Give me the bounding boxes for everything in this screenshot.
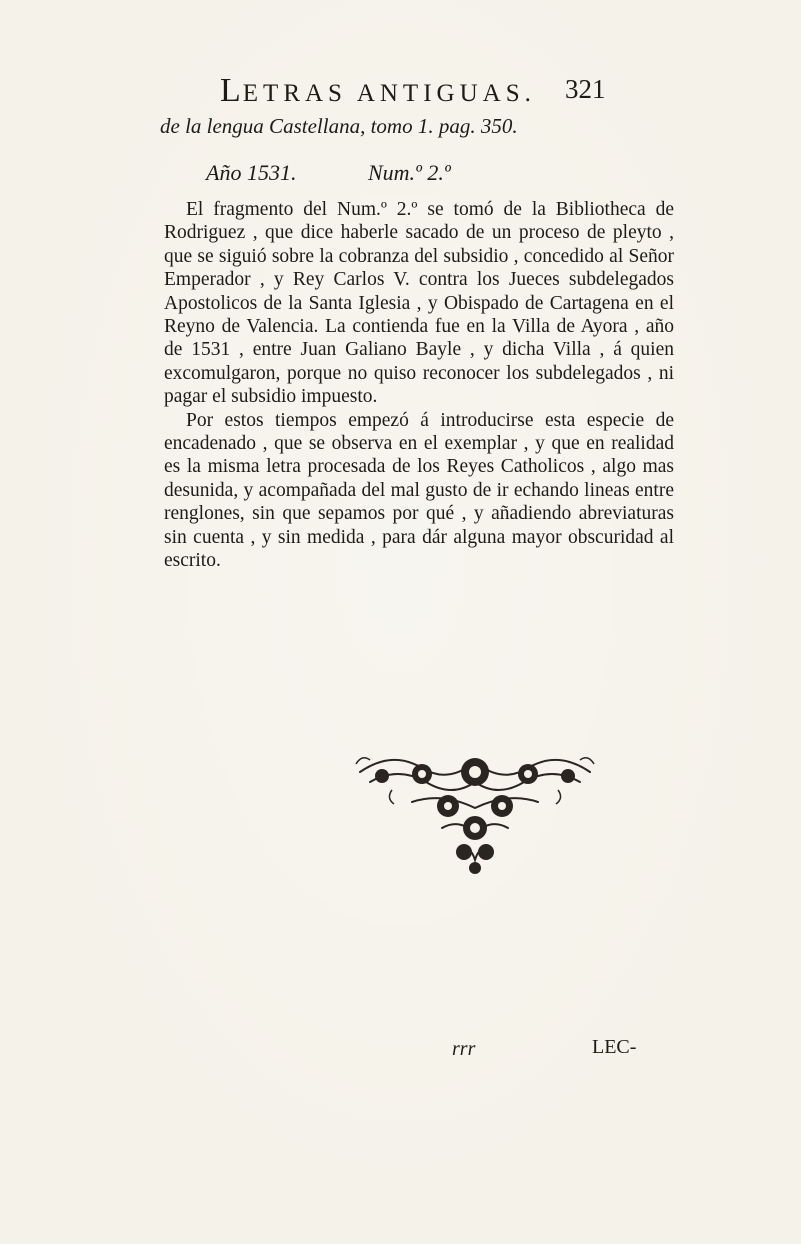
running-title-initial: L (220, 72, 243, 109)
catchword: LEC- (592, 1036, 637, 1058)
running-head (0, 72, 801, 112)
body-text (164, 198, 674, 573)
running-title (220, 72, 536, 110)
paragraph-1: El fragmento del Num.º 2.º se tomó de la Bibliotheca de Rodriguez , que dice haberle sacado de un proceso de pleyto , que se siguió sobre la cobranza del subsidio , concedido al Señor Emperador , y Rey Carlos V. contra los Jueces subdelegados Apostolicos de la Santa Iglesia , y Obispado de Cartagena en el Reyno de Valencia. La contienda fue en la Villa de Ayora , año de 1531 , entre Juan Galiano Bayle , y dicha Villa , á quien excomulgaron, porque no quiso reconocer los subdelegados , ni pagar el subsidio impuesto. (164, 199, 674, 408)
floral-vignette-icon (352, 742, 598, 878)
entry-number: Num.º 2.º (368, 160, 451, 185)
signature-mark: rrr (452, 1038, 476, 1060)
paragraph-2: Por estos tiempos empezó á introducirse esta especie de encadenado , que se observa en el exemplar , y que en realidad es la misma letra procesada de los Reyes Catholicos , algo mas desunida, y acompañada del mal gusto de ir echando lineas entre renglones, sin que sepamos por qué , y añadiendo abreviaturas sin cuenta , y sin medida , para dár alguna mayor obscuridad al escrito. (164, 409, 674, 572)
running-title-rest: ETRAS ANTIGUAS. (242, 80, 536, 107)
entry-year: Año 1531. (206, 160, 297, 185)
entry-heading (0, 160, 801, 190)
running-subtitle: de la lengua Castellana, tomo 1. pag. 350. (160, 114, 518, 138)
page-number: 321 (565, 74, 606, 104)
